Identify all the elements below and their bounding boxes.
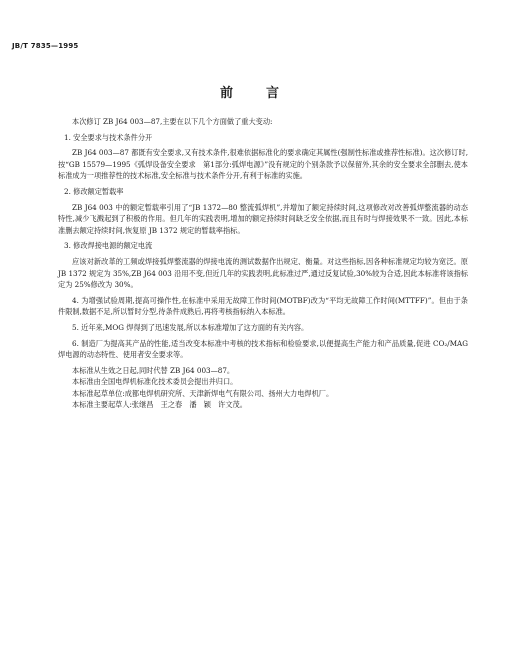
drafters-note: 本标准主要起草人:张继昌 王之春 潘 颖 许文茂。 — [72, 400, 247, 410]
foreword-body — [58, 116, 468, 411]
section-paragraph-5: 5. 近年来,MOG 焊得到了迅速发展,所以本标准增加了这方面的有关内容。 — [72, 322, 309, 332]
proposer-note: 本标准由全国电焊机标准化技术委员会提出并归口。 — [72, 377, 238, 387]
intro-paragraph: 本次修订 ZB J64 003—87,主要在以下几个方面做了重大变动: — [72, 117, 273, 126]
page-title: 前 言 — [219, 86, 289, 101]
replacement-note: 本标准从生效之日起,同时代替 ZB J64 003—87。 — [72, 365, 235, 375]
section-heading-3: 3. 修改焊接电源的额定电流 — [64, 241, 153, 251]
standard-code-header: JB/T 7835—1995 — [12, 42, 79, 50]
section-heading-2: 2. 修改额定暂载率 — [64, 186, 124, 196]
section-paragraph-4: 4. 为增强试验周期,提高可操作性,在标准中采用无故障工作时间(MOTBF)改为“平均无故障工作时间(MTTFF)”。但由于条件限制,数据不足,所以暂时分型,待条件成熟后,再将考核指标纳入本标准。 — [58, 295, 468, 317]
section-paragraph-1: ZB J64 003—87 都既有安全要求,又有技术条件,很难依据标准化的要求确定其属性(强制性标准或推荐性标准)。这次修订时,按“GB 15579—1995《弧焊设备安全要求 第1部分:弧焊电源》”没有规定的个别条款予以保留外,其余的安全要求全部删去,使本标准成为一项推荐性的技术标准,安全标准与技术条件分开,有利于标准的实施。 — [58, 148, 468, 181]
section-heading-1: 1. 安全要求与技术条件分开 — [64, 132, 153, 142]
drafting-units-note: 本标准起草单位:成都电焊机研究所、天津新焊电气有限公司、扬州大力电焊机厂。 — [72, 388, 334, 398]
section-paragraph-6: 6. 制造厂为提高其产品的性能,适当改变本标准中考核的技术指标和检验要求,以便提高生产能力和产品质量,促进 CO₂/MAG 焊电源的动态特性、使用者安全要求等。 — [58, 338, 468, 360]
section-paragraph-3: 应该对新改革的工频或焊接弧焊整流器的焊接电流的测试数据作出规定、衡量。对这些指标,因各种标准规定均较为宽泛。原 JB 1372 规定为 35%,ZB J64 003 沿用不变,但近几年的实践表明,此标准过严,通过反复试验,30%较为合适,因此本标准将该指标定为 25%修改为 30%。 — [58, 256, 468, 290]
section-paragraph-2: ZB J64 003 中的额定暂载率引用了“JB 1372—80 整流弧焊机”,并增加了额定持续时间,这项修改对改善弧焊整流器的动态特性,减少飞溅起到了积极的作用。但几年的实践表明,增加的额定持续时间缺乏安全依据,而且有时与焊接效果不一致。因此,本标准删去额定持续时间,恢复原 JB 1372 规定的暂载率指标。 — [58, 202, 468, 235]
